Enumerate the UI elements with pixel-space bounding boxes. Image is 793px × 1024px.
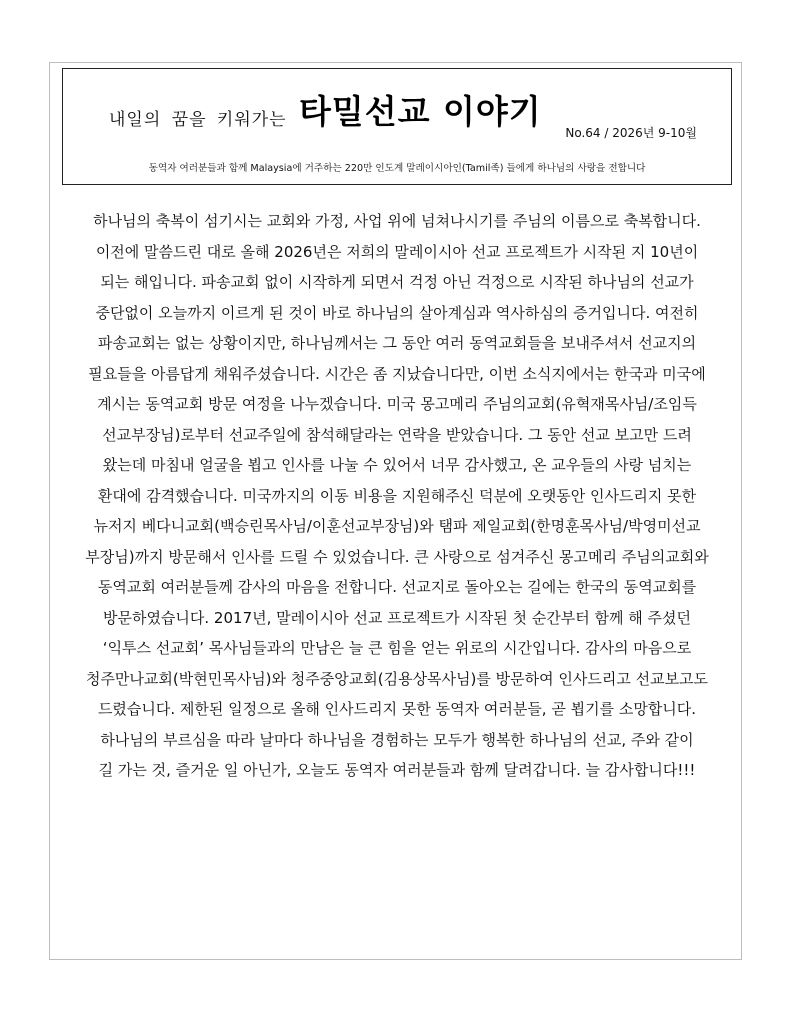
body-line: 필요들을 아름답게 채워주셨습니다. 시간은 좀 지났습니다만, 이번 소식지에서는 한국과 미국에 <box>88 364 706 383</box>
body-line: 왔는데 마침내 얼굴을 뵙고 인사를 나눌 수 있어서 너무 감사했고, 온 교우들의 사랑 넘치는 <box>102 456 692 474</box>
newsletter-title: 타밀선교 이야기 <box>299 92 542 131</box>
body-line: ‘익투스 선교회’ 목사님들과의 만남은 늘 큰 힘을 얻는 위로의 시간입니다. 감사의 마음으로 <box>102 639 692 657</box>
body-line: 중단없이 오늘까지 이르게 된 것이 바로 하나님의 살아계심과 역사하심의 증거입니다. 여전히 <box>95 303 699 322</box>
body-line: 환대에 감격했습니다. 미국까지의 이동 비용을 지원해주신 덕분에 오랫동안 인사드리지 못한 <box>97 486 697 505</box>
newsletter-header <box>62 68 732 185</box>
body-line: 드렸습니다. 제한된 일정으로 올해 인사드리지 못한 동역자 여러분들, 곧 뵙기를 소망합니다. <box>97 700 697 718</box>
body-line: 길 가는 것, 즐거운 일 아닌가, 오늘도 동역자 여러분들과 함께 달려갑니다. 늘 감사합니다!!! <box>98 761 696 779</box>
body-line: 되는 해입니다. 파송교회 없이 시작하게 되면서 걱정 아닌 걱정으로 시작된 하나님의 선교가 <box>100 273 694 291</box>
body-line: 계시는 동역교회 방문 여정을 나누겠습니다. 미국 몽고메리 주님의교회(유혁재목사님/조임득 <box>97 395 697 413</box>
header-subtitle: 동역자 여러분들과 함께 Malaysia에 거주하는 220만 인도계 말레이시아인(Tamil족) 들에게 하나님의 사랑을 전합니다 <box>148 163 646 174</box>
body-line: 선교부장님)로부터 선교주일에 참석해달라는 연락을 받았습니다. 그 동안 선교 보고만 드려 <box>102 425 692 444</box>
body-line: 동역교회 여러분들께 감사의 마음을 전합니다. 선교지로 돌아오는 길에는 한국의 동역교회를 <box>97 578 697 596</box>
body-line: 방문하였습니다. 2017년, 말레이시아 선교 프로젝트가 시작된 첫 순간부터 함께 해 주셨던 <box>102 608 692 627</box>
body-line: 뉴저지 베다니교회(백승린목사님/이훈선교부장님)와 탬파 제일교회(한명훈목사님/박영미선교 <box>93 517 701 535</box>
header-tagline: 내일의 꿈을 키워가는 <box>109 110 287 130</box>
body-line: 청주만나교회(박현민목사님)와 청주중앙교회(김용상목사님)를 방문하여 인사드리고 선교보고도 <box>85 669 709 688</box>
body-line: 파송교회는 없는 상황이지만, 하나님께서는 그 동안 여러 동역교회들을 보내주셔서 선교지의 <box>97 334 697 352</box>
body-line: 하나님의 축복이 섬기시는 교회와 가정, 사업 위에 넘쳐나시기를 주님의 이름으로 축복합니다. <box>93 212 701 230</box>
newsletter-body <box>56 206 738 786</box>
body-line: 하나님의 부르심을 따라 날마다 하나님을 경험하는 모두가 행복한 하나님의 선교, 주와 같이 <box>100 730 694 749</box>
body-line: 부장님)까지 방문해서 인사를 드릴 수 있었습니다. 큰 사랑으로 섬겨주신 몽고메리 주님의교회와 <box>85 547 709 566</box>
body-line: 이전에 말씀드린 대로 올해 2026년은 저희의 말레이시아 선교 프로젝트가 시작된 지 10년이 <box>95 242 699 261</box>
issue-number: No.64 / 2026년 9-10월 <box>565 126 697 140</box>
